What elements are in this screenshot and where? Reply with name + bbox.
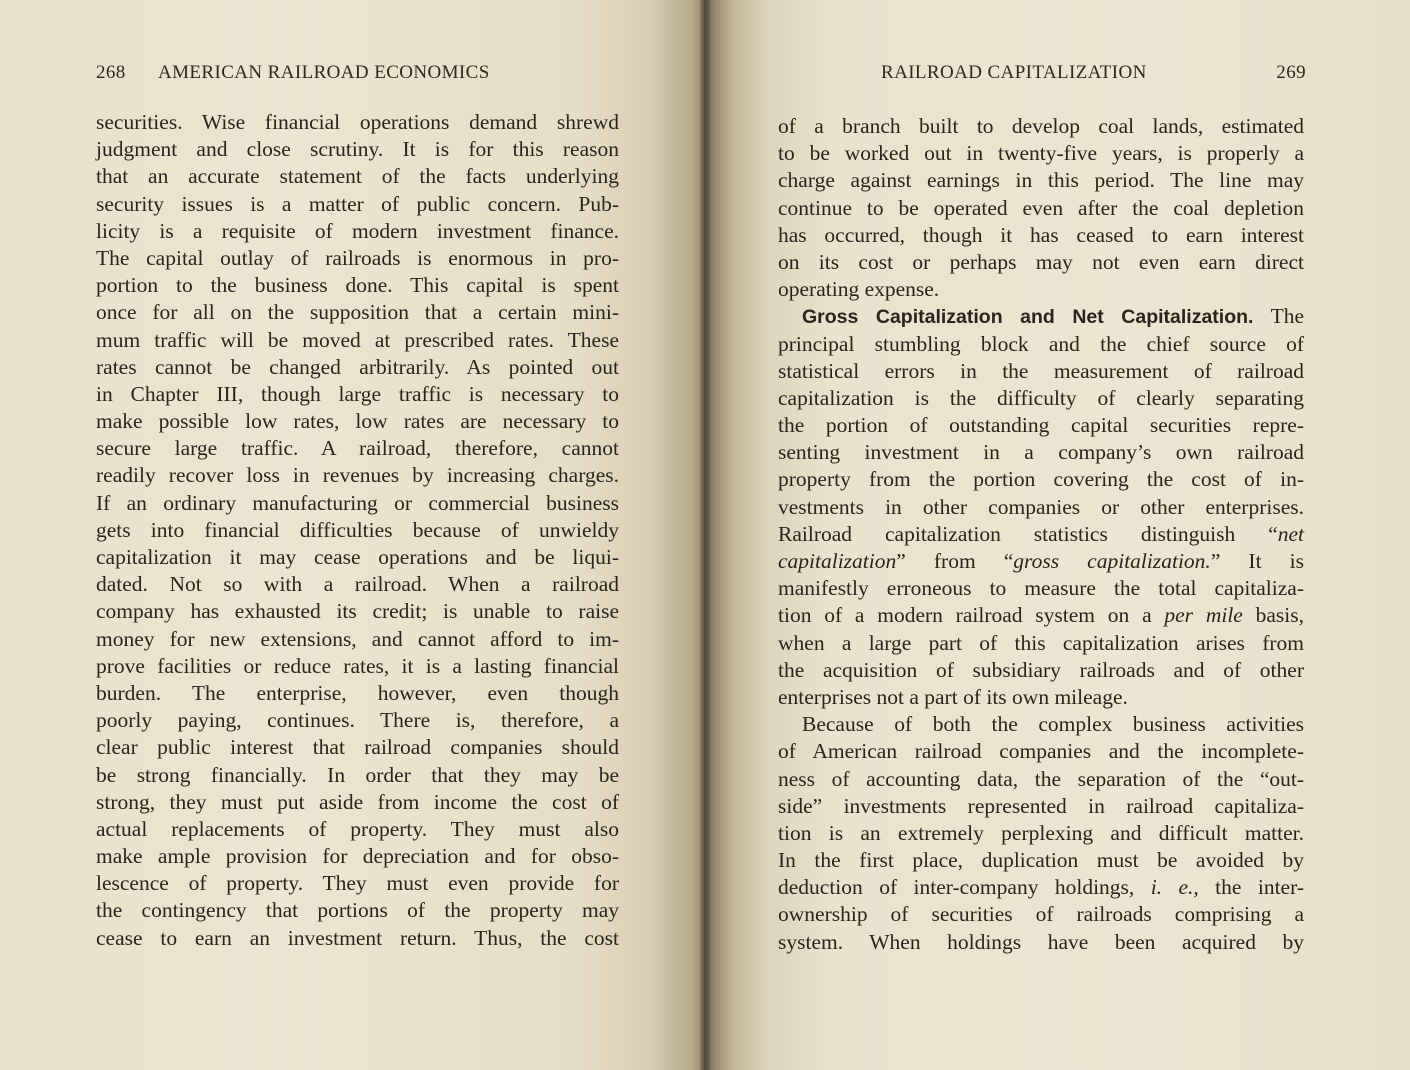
text-line: judgment and close scrutiny. It is for this reason (96, 137, 619, 162)
text-line: that an accurate statement of the facts underlying (96, 164, 619, 189)
text-line: once for all on the supposition that a certain mini- (96, 300, 619, 325)
text-line: side” investments represented in railroad capitaliza- (778, 793, 1304, 818)
text-line: In the first place, duplication must be avoided by (778, 848, 1304, 873)
left-page-body (96, 109, 619, 952)
text-line: ownership of securities of railroads comprising a (778, 902, 1304, 927)
text-line: make possible low rates, low rates are necessary to (96, 409, 619, 434)
text-line: when a large part of this capitalization arises from (778, 630, 1304, 655)
text-line: the portion of outstanding capital securities repre- (778, 413, 1304, 438)
text-line: capitalization is the difficulty of clearly separating (778, 385, 1304, 410)
text-line: Because of both the complex business activities (802, 712, 1304, 737)
text-line: prove facilities or reduce rates, it is a lasting financial (96, 653, 619, 678)
text-line: continue to be operated even after the coal depletion (778, 195, 1304, 220)
running-head-right (881, 62, 1306, 90)
text-line: make ample provision for depreciation and for obso- (96, 844, 619, 869)
text-line: on its cost or perhaps may not even earn direct (778, 249, 1304, 274)
heading-tail: The (1270, 304, 1304, 329)
text-line: rates cannot be changed arbitrarily. As pointed out (96, 354, 619, 379)
running-head-title-right: RAILROAD CAPITALIZATION (881, 62, 1147, 83)
page-number-right: 269 (1276, 62, 1306, 83)
text-line: licity is a requisite of modern investment finance. (96, 218, 619, 243)
text-line (778, 548, 1304, 575)
right-page (705, 0, 1410, 1070)
text-line: actual replacements of property. They must also (96, 816, 619, 841)
text-line: the contingency that portions of the property may (96, 898, 619, 923)
text-line: securities. Wise financial operations demand shrewd (96, 110, 619, 134)
italic-term: net (1277, 521, 1304, 546)
text-line: principal stumbling block and the chief source of (778, 331, 1304, 356)
text-line: If an ordinary manufacturing or commercial business (96, 490, 619, 515)
text-segment: ” from “ (896, 549, 1014, 573)
text-line: manifestly erroneous to measure the total capitaliza- (778, 576, 1304, 601)
text-segment: tion of a modern railroad system on a (778, 603, 1165, 628)
text-line: lescence of property. They must even provide for (96, 871, 619, 896)
text-line: operating expense. (778, 277, 940, 302)
italic-term: per mile (1164, 603, 1243, 628)
text-line: in Chapter III, though large traffic is necessary to (96, 381, 619, 406)
section-heading-line (778, 303, 1304, 330)
text-line (778, 602, 1304, 629)
text-segment: the inter- (1198, 875, 1304, 900)
text-line: cease to earn an investment return. Thus, the cost (96, 925, 619, 950)
italic-term: capitalization (778, 549, 897, 573)
text-line: readily recover loss in revenues by increasing charges. (96, 463, 619, 488)
text-line: enterprises not a part of its own mileage. (778, 684, 1128, 709)
right-page-body (778, 113, 1304, 956)
text-line: company has exhausted its credit; is unable to raise (96, 599, 619, 624)
text-line: capitalization it may cease operations and be liqui- (96, 545, 619, 569)
section-heading: Gross Capitalization and Net Capitalization. (802, 306, 1254, 329)
text-line: dated. Not so with a railroad. When a railroad (96, 572, 619, 597)
text-line (778, 874, 1304, 901)
running-head-title-left: AMERICAN RAILROAD ECONOMICS (158, 62, 490, 83)
text-line: security issues is a matter of public concern. Pub- (96, 191, 619, 216)
text-line: property from the portion covering the cost of in- (778, 467, 1304, 492)
text-line: to be worked out in twenty-five years, is properly a (778, 141, 1304, 166)
text-line: vestments in other companies or other enterprises. (778, 494, 1304, 519)
text-segment: deduction of inter-company holdings, (778, 875, 1151, 900)
text-line: gets into financial difficulties because of unwieldy (96, 517, 619, 542)
text-line: secure large traffic. A railroad, therefore, cannot (96, 436, 619, 461)
text-line: charge against earnings in this period. The line may (778, 168, 1304, 193)
text-line: senting investment in a company’s own railroad (778, 440, 1304, 465)
text-line: clear public interest that railroad companies should (96, 735, 619, 760)
book-gutter (700, 0, 710, 1070)
page-number-left: 268 (96, 62, 126, 83)
text-line: portion to the business done. This capital is spent (96, 273, 619, 298)
text-line: of a branch built to develop coal lands, estimated (778, 114, 1304, 138)
text-line: the acquisition of subsidiary railroads and of other (778, 657, 1304, 682)
text-line: burden. The enterprise, however, even though (96, 680, 619, 705)
text-line: The capital outlay of railroads is enormous in pro- (96, 245, 619, 270)
text-line: mum traffic will be moved at prescribed rates. These (96, 327, 619, 352)
italic-term: i. e., (1150, 875, 1199, 900)
text-segment: ” It is (1210, 549, 1304, 573)
text-line: be strong financially. In order that they may be (96, 762, 619, 787)
italic-term: gross capitalization. (1013, 549, 1211, 573)
text-line (778, 521, 1304, 548)
running-head-left (96, 62, 620, 90)
text-line: tion is an extremely perplexing and difficult matter. (778, 820, 1304, 845)
text-line: money for new extensions, and cannot afford to im- (96, 626, 619, 651)
text-segment: Railroad capitalization statistics distinguish “ (778, 521, 1278, 546)
text-segment: basis, (1242, 603, 1304, 628)
text-line: statistical errors in the measurement of railroad (778, 358, 1304, 383)
text-line: ness of accounting data, the separation of the “out- (778, 766, 1304, 791)
text-line: of American railroad companies and the incomplete- (778, 739, 1304, 764)
text-line: has occurred, though it has ceased to earn interest (778, 222, 1304, 247)
text-line: poorly paying, continues. There is, therefore, a (96, 708, 619, 733)
text-line: strong, they must put aside from income the cost of (96, 789, 619, 814)
text-line: system. When holdings have been acquired by (778, 929, 1304, 954)
